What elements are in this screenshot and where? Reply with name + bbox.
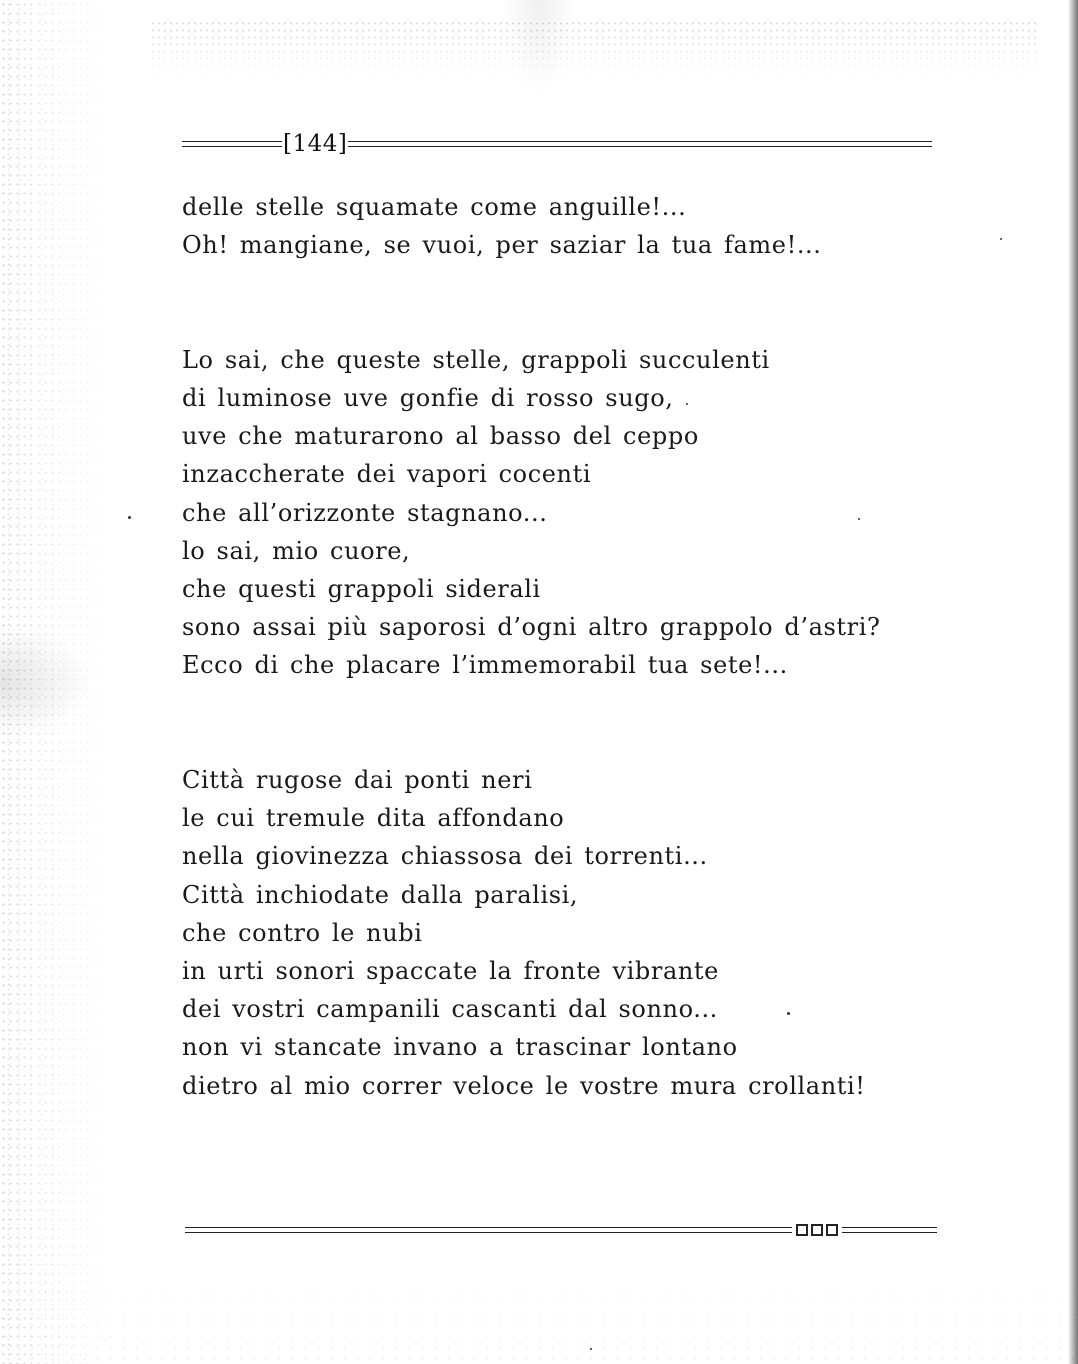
stanza-2: [182, 341, 922, 685]
scan-noise-top: [150, 20, 1040, 80]
poem-line: Città inchiodate dalla paralisi,: [182, 880, 579, 909]
ornament-box: [826, 1224, 838, 1236]
poem-body: [182, 188, 922, 1105]
poem-line: le cui tremule dita affondano: [182, 804, 565, 833]
scan-noise-left: [0, 0, 120, 1364]
ornament-box: [796, 1224, 808, 1236]
poem-line: uve che maturarono al basso del ceppo: [182, 422, 699, 451]
footer-rule-left: [185, 1227, 792, 1233]
stanza-3: [182, 761, 922, 1105]
scan-noise-bottom: [0, 1254, 1078, 1364]
poem-line: sono assai più saporosi d’ogni altro grappolo d’astri?: [182, 613, 881, 642]
poem-line: Ecco di che placare l’immemorabil tua sete!...: [182, 651, 788, 680]
poem-line: lo sai, mio cuore,: [182, 536, 411, 565]
poem-line: in urti sonori spaccate la fronte vibrante: [182, 957, 719, 986]
page-header: [182, 126, 932, 162]
page-number: [144]: [283, 131, 348, 157]
stanza-1: [182, 188, 922, 264]
poem-line: delle stelle squamate come anguille!...: [182, 193, 687, 221]
poem-line: inzaccherate dei vapori cocenti: [182, 460, 592, 489]
poem-line: che questi grappoli siderali: [182, 575, 541, 604]
triple-box-ornament-icon: [792, 1224, 842, 1236]
poem-line: di luminose uve gonfie di rosso sugo,: [182, 384, 674, 412]
ornament-box: [811, 1224, 823, 1236]
poem-line: non vi stancate invano a trascinar lontano: [182, 1033, 738, 1062]
poem-line: che contro le nubi: [182, 918, 423, 947]
poem-line: dei vostri campanili cascanti dal sonno...: [182, 995, 718, 1024]
header-rule-left: [182, 141, 282, 147]
poem-line: Città rugose dai ponti neri: [182, 766, 533, 795]
poem-line: nella giovinezza chiassosa dei torrenti...: [182, 842, 708, 871]
poem-line: Oh! mangiane, se vuoi, per saziar la tua fame!...: [182, 231, 822, 260]
header-rule-right: [348, 141, 932, 147]
footer-rule-right: [842, 1227, 937, 1233]
page-footer: [185, 1220, 937, 1240]
poem-line: dietro al mio correr veloce le vostre mura crollanti!: [182, 1071, 866, 1100]
poem-line: Lo sai, che queste stelle, grappoli succulenti: [182, 345, 770, 374]
page-shadow-right: [1068, 0, 1078, 1364]
poem-line: che all’orizzonte stagnano...: [182, 498, 548, 527]
